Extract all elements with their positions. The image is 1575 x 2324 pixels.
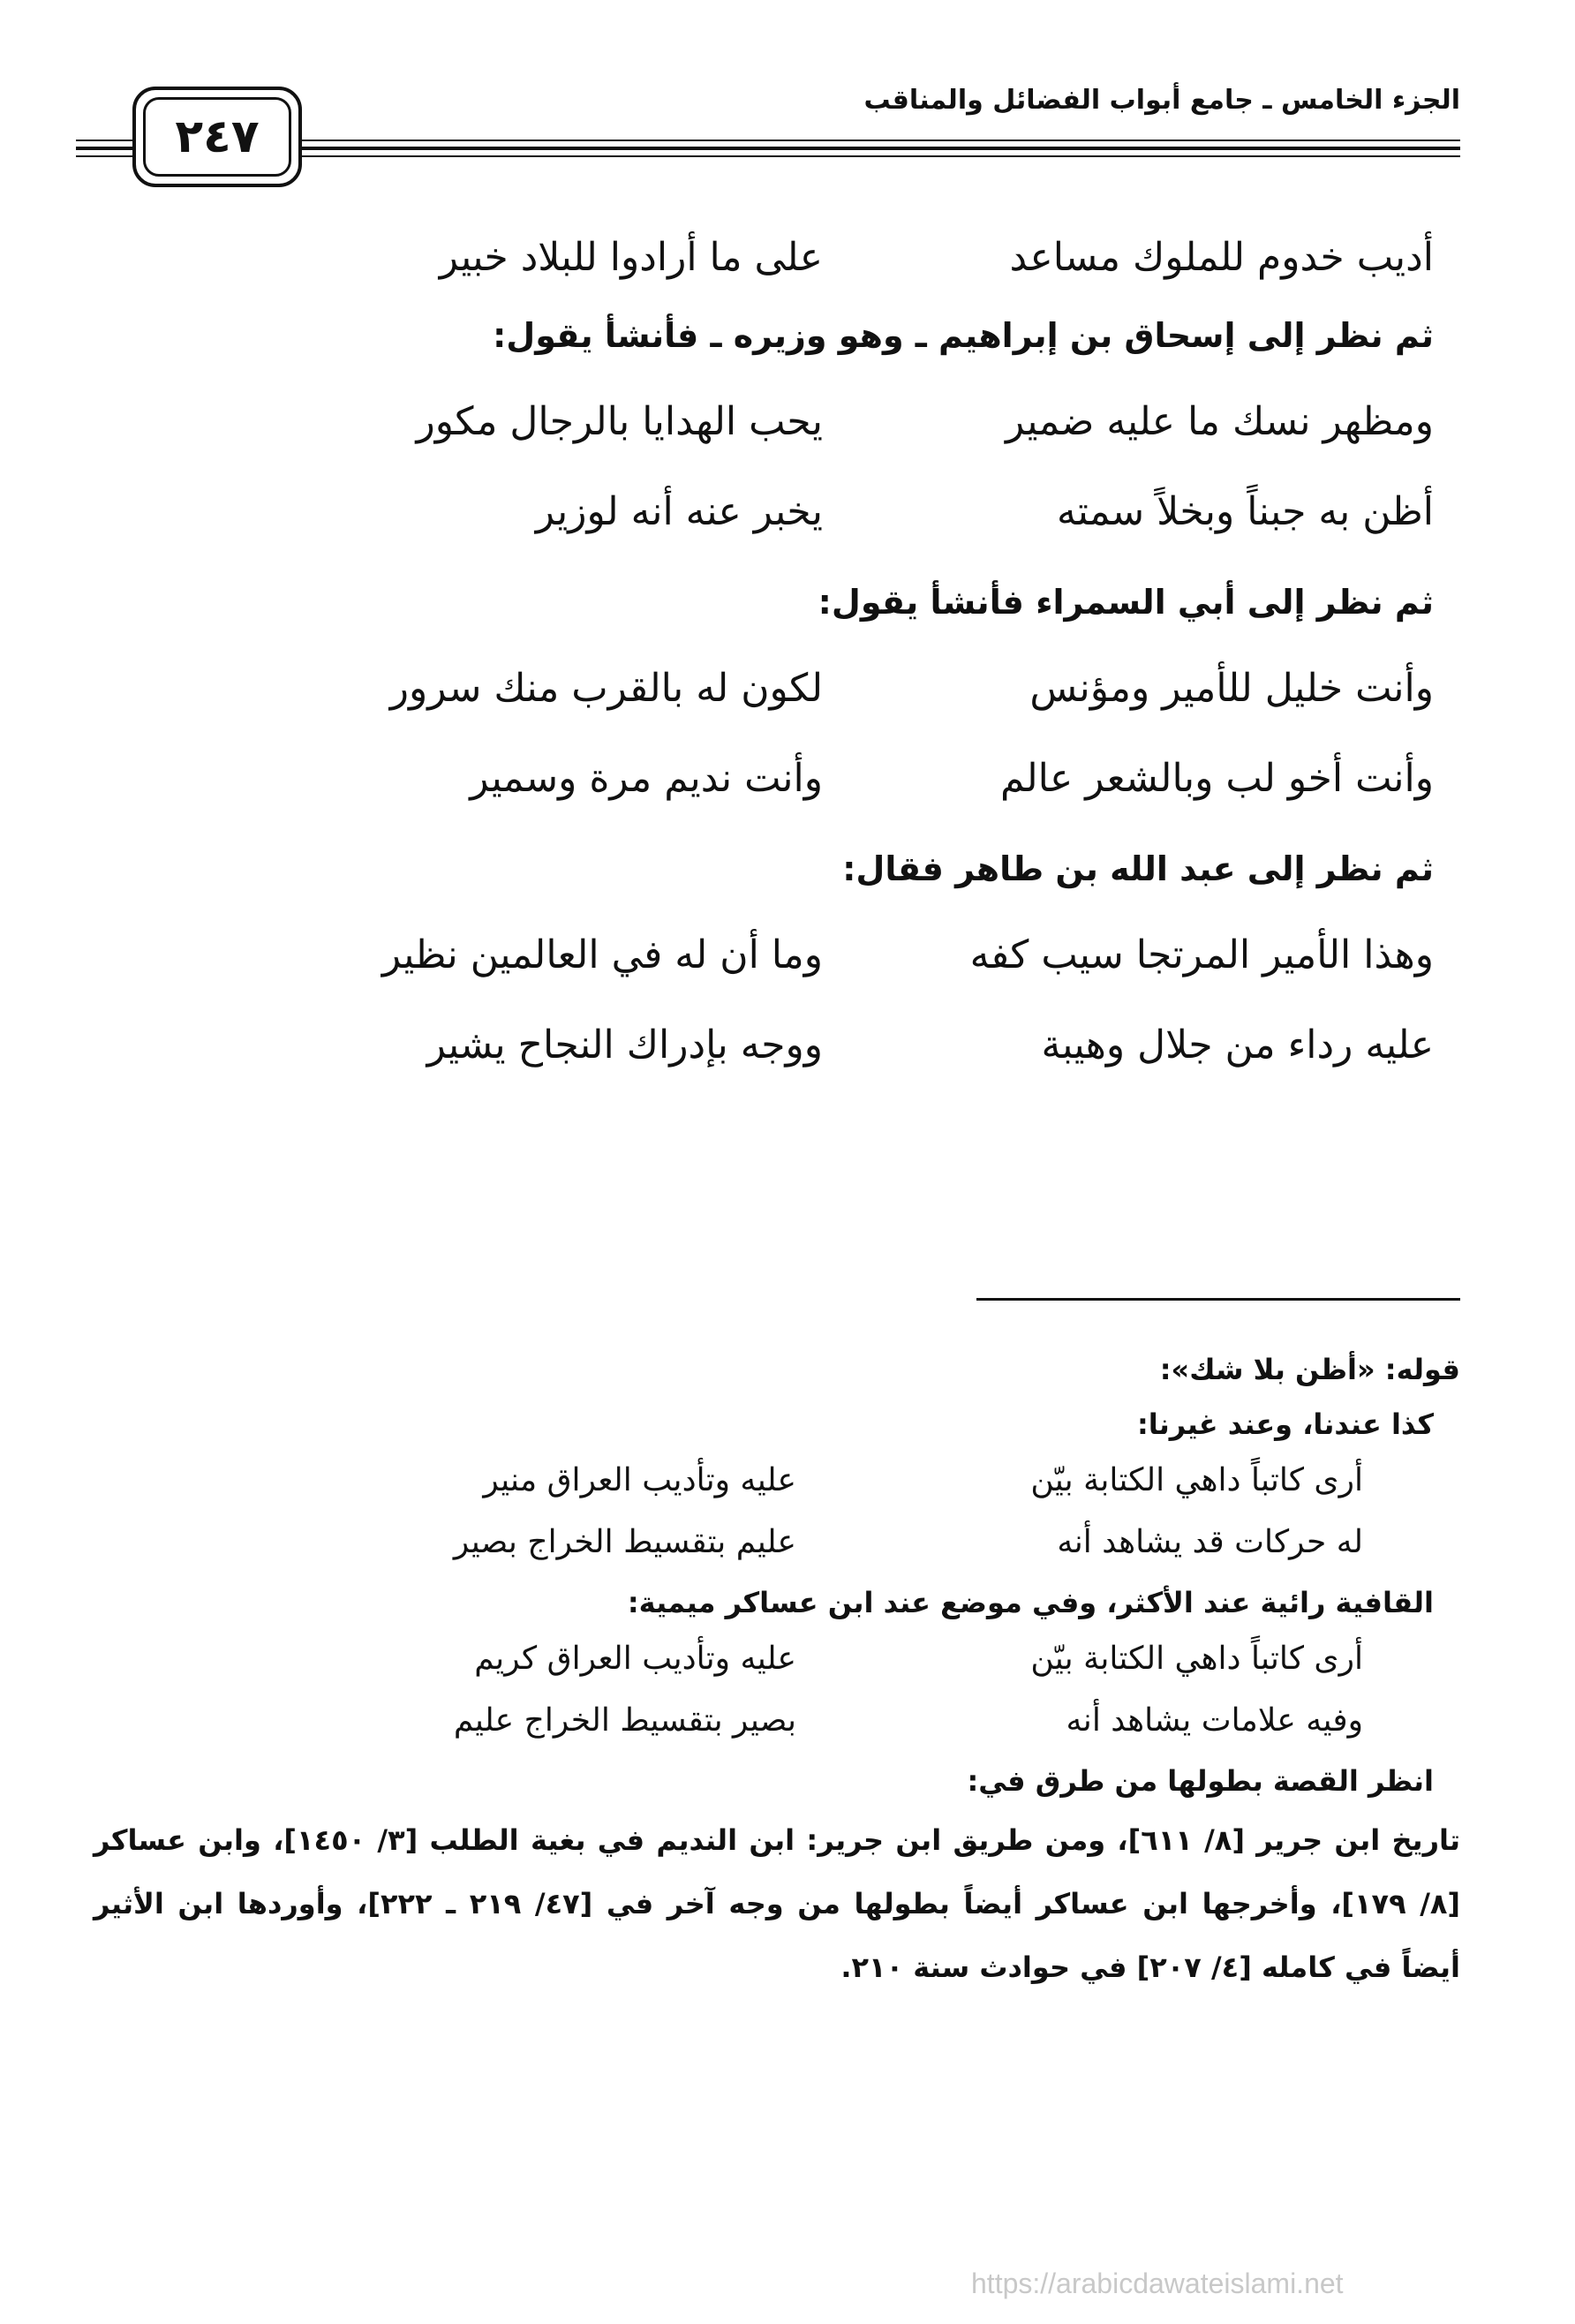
verse-couplet-6 [94, 906, 1460, 996]
verse-second-hemistich: عليه وتأديب العراق منير [483, 1462, 796, 1498]
verse-second-hemistich: على ما أرادوا للبلاد خبير [439, 235, 823, 280]
footnotes [94, 1342, 1460, 1999]
verse-second-hemistich: وما أن له في العالمين نظير [381, 932, 823, 977]
verse-second-hemistich: بصير بتقسيط الخراج عليم [453, 1702, 796, 1739]
narrative-paragraph-2: ثم نظر إلى أبي السمراء فأنشأ يقول: [818, 583, 1434, 622]
verse-first-hemistich: أرى كاتباً داهي الكتابة بيّن [1030, 1462, 1363, 1498]
verse-couplet-4 [94, 639, 1460, 729]
footnote-line: القافية رائية عند الأكثر، وفي موضع عند ابن عساكر ميمية: [627, 1586, 1434, 1619]
verse-second-hemistich: يحب الهدايا بالرجال مكور [416, 399, 823, 444]
verse-first-hemistich: وفيه علامات يشاهد أنه [1066, 1702, 1363, 1739]
verse-first-hemistich: أديب خدوم للملوك مساعد [1009, 235, 1434, 280]
footnote-line: انظر القصة بطولها من طرق في: [967, 1764, 1434, 1798]
footnote-couplet-b [94, 1513, 1460, 1575]
footnote-line: كذا عندنا، وعند غيرنا: [1136, 1407, 1434, 1441]
page-number-frame [132, 87, 302, 187]
narrative-paragraph-1: ثم نظر إلى إسحاق بن إبراهيم ـ وهو وزيره ـ فأنشأ يقول: [493, 316, 1434, 355]
watermark-url: https://arabicdawateislami.net [971, 2267, 1344, 2299]
page-number: ٢٤٧ [143, 97, 291, 177]
verse-couplet-5 [94, 729, 1460, 819]
footnote-couplet-a [94, 1452, 1460, 1513]
verse-first-hemistich: أرى كاتباً داهي الكتابة بيّن [1030, 1641, 1363, 1677]
verse-couplet-1 [94, 208, 1460, 298]
footnote-heading: قوله: «أظن بلا شك»: [1159, 1353, 1460, 1386]
verse-couplet-3 [94, 463, 1460, 553]
footnote-couplet-c [94, 1630, 1460, 1692]
verse-first-hemistich: ومظهر نسك ما عليه ضمير [1005, 399, 1434, 444]
main-text [94, 208, 1460, 1086]
verse-first-hemistich: وهذا الأمير المرتجا سيب كفه [969, 932, 1434, 977]
verse-second-hemistich: عليم بتقسيط الخراج بصير [453, 1524, 796, 1560]
verse-couplet-2 [94, 373, 1460, 463]
verse-first-hemistich: وأنت أخو لب وبالشعر عالم [999, 756, 1434, 801]
narrative-paragraph-3: ثم نظر إلى عبد الله بن طاهر فقال: [842, 849, 1434, 888]
verse-first-hemistich: عليه رداء من جلال وهيبة [1041, 1022, 1434, 1068]
footnote-sources-paragraph: تاريخ ابن جرير [٨/ ٦١١]، ومن طريق ابن جرير: ابن النديم في بغية الطلب [٣/ ١٤٥٠]، وابن عساكر [٨/ ١٧٩]، وأخرجها ابن عساكر أيضاً بطولها من وجه آخر في [٤٧/ ٢١٩ ـ ٢٢٢]، وأوردها ابن الأثير أيضاً في كامله [٤/ ٢٠٧] في حوادث سنة ٢١٠. [94, 1823, 1461, 1984]
verse-first-hemistich: أظن به جبناً وبخلاً سمته [1056, 489, 1434, 534]
verse-second-hemistich: عليه وتأديب العراق كريم [474, 1641, 796, 1677]
verse-second-hemistich: ووجه بإدراك النجاح يشير [426, 1022, 823, 1068]
verse-second-hemistich: لكون له بالقرب منك سرور [389, 666, 823, 711]
running-header-title: الجزء الخامس ـ جامع أبواب الفضائل والمناقب [863, 85, 1460, 116]
verse-first-hemistich: وأنت خليل للأمير ومؤنس [1029, 666, 1434, 711]
verse-first-hemistich: له حركات قد يشاهد أنه [1057, 1524, 1363, 1560]
verse-second-hemistich: وأنت نديم مرة وسمير [470, 756, 823, 801]
verse-couplet-7 [94, 996, 1460, 1086]
footnote-separator [976, 1298, 1460, 1301]
footnote-couplet-d [94, 1692, 1460, 1754]
verse-second-hemistich: يخبر عنه أنه لوزير [535, 489, 823, 534]
